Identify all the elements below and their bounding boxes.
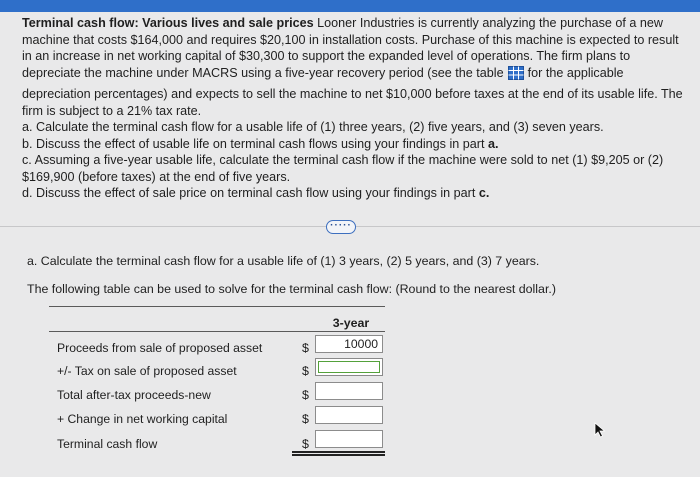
currency-symbol: $	[302, 412, 309, 426]
table-grid-icon[interactable]	[508, 66, 524, 80]
total-after-tax-input[interactable]	[315, 382, 383, 400]
expand-more-button[interactable]: ·····	[326, 220, 356, 234]
part-b-main: b. Discuss the effect of usable life on terminal cash flows using your findings in part	[22, 136, 488, 151]
total-rule-2	[292, 454, 385, 456]
problem-intro-cont: depreciation percentages) and expects to sell the machine to net $10,000 before taxes at the end of its usable life. The firm is subject to a 21% tax rate.	[22, 87, 683, 118]
tax-on-sale-input[interactable]	[315, 358, 383, 376]
row-label-proceeds: Proceeds from sale of proposed asset	[57, 341, 263, 355]
part-c-text: c. Assuming a five-year usable life, calculate the terminal cash flow if the machine were sold to net (1) $9,205 or (2) $169,900 (before taxes) at the end of five years.	[22, 153, 664, 184]
change-nwc-input[interactable]	[315, 406, 383, 424]
proceeds-value-cell: 10000	[315, 335, 383, 353]
currency-symbol: $	[302, 388, 309, 402]
row-label-total-after-tax: Total after-tax proceeds-new	[57, 388, 211, 402]
problem-statement	[22, 15, 686, 202]
row-label-terminal-cash-flow: Terminal cash flow	[57, 437, 158, 451]
table-top-rule	[49, 306, 385, 307]
part-d-ref: c.	[478, 186, 490, 200]
part-d-main: d. Discuss the effect of sale price on terminal cash flow using your findings in part	[22, 186, 479, 200]
top-header-strip	[0, 0, 700, 12]
currency-symbol: $	[302, 364, 309, 378]
total-rule-1	[292, 451, 385, 453]
table-instruction: The following table can be used to solve for the terminal cash flow: (Round to the nearest dollar.)	[27, 282, 556, 296]
mouse-cursor-icon	[594, 422, 606, 443]
problem-intro-text-1: Looner Industries is currently analyzing the purchase of a new machine that costs $164,000 and requires $20,100 in installation costs. Purchase of this machine is expected to result in an increase in net working capital of $30,300 to support the expanded level of operations. The firm plans to depreciate the machine under MACRS using a five-year recovery period (see the table	[22, 16, 679, 80]
currency-symbol: $	[302, 437, 309, 451]
part-b-ref: a.	[487, 136, 499, 151]
row-label-tax-on-sale: +/- Tax on sale of proposed asset	[57, 364, 237, 378]
problem-title: Terminal cash flow: Various lives and sale prices	[22, 16, 314, 30]
row-label-change-nwc: + Change in net working capital	[57, 412, 228, 426]
currency-symbol: $	[302, 341, 309, 355]
problem-intro-text-2: for the applicable	[527, 65, 624, 80]
column-header-3-year: 3-year	[332, 316, 370, 330]
part-d-text	[22, 185, 686, 202]
part-b-text	[22, 136, 686, 153]
problem-intro	[22, 15, 686, 81]
part-a-text: a. Calculate the terminal cash flow for a usable life of (1) three years, (2) five years, and (3) seven years.	[22, 120, 604, 134]
terminal-cash-flow-input[interactable]	[315, 430, 383, 448]
table-header-rule	[49, 331, 385, 332]
question-prompt: a. Calculate the terminal cash flow for a usable life of (1) 3 years, (2) 5 years, and (3) 7 years.	[27, 254, 540, 268]
